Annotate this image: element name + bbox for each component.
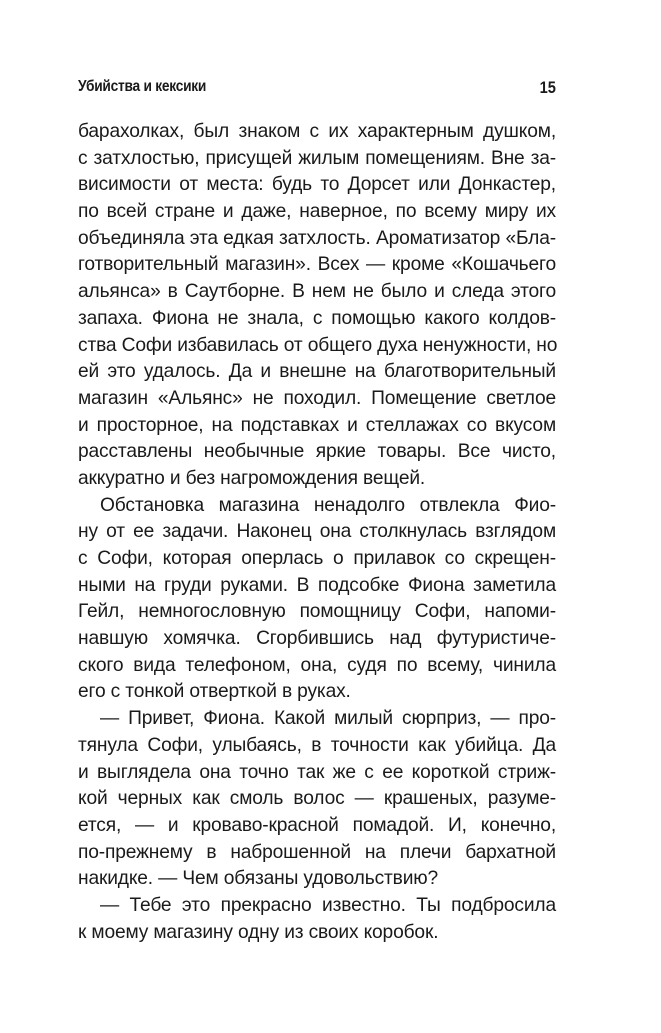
text-line: — Привет, Фиона. Какой милый сюрприз, — про- [100, 708, 556, 730]
text-line: ства Софи избавилась от общего духа ненужности, но [78, 334, 558, 356]
text-line: ется, — и кроваво-красной помадой. И, конечно, [78, 814, 556, 836]
text-line: ского вида телефоном, она, судя по всему, чинила [78, 654, 556, 676]
running-header [78, 78, 556, 102]
text-line: тянула Софи, улыбаясь, в точности как убийца. Да [78, 734, 556, 756]
text-line: Гейл, немногословную помощницу Софи, напоми- [78, 601, 556, 623]
paragraph [78, 706, 556, 893]
text-line: с Софи, которая оперлась о прилавок со скрещен- [78, 548, 556, 569]
text-line: расставлены необычные яркие товары. Все чисто, [78, 441, 556, 463]
text-line: Обстановка магазина ненадолго отвлекла Фио- [100, 494, 556, 516]
text-line: с затхлостью, присущей жилым помещениям. Вне за- [78, 147, 556, 169]
text-line: магазин «Альянс» не походил. Помещение светлое [78, 387, 556, 409]
text-line: альянса» в Саутборне. В нем не было и следа этого [78, 281, 556, 303]
paragraph [78, 493, 556, 707]
text-line: висимости от места: будь то Дорсет или Донкастер, [78, 174, 556, 196]
text-line: по всей стране и даже, наверное, по всему миру их [78, 201, 556, 223]
text-line: ей это удалось. Да и внешне на благотворительный [78, 361, 556, 383]
text-line: барахолках, был знаком с их характерным душком, [78, 121, 556, 142]
text-line: накидке. — Чем обязаны удовольствию? [78, 868, 439, 890]
text-line: и просторное, на подставках и стеллажах со вкусом [78, 414, 556, 436]
paragraph [78, 119, 556, 493]
text-line: ну от ее задачи. Наконец она столкнулась взглядом [78, 521, 556, 543]
text-line: аккуратно и без нагромождения вещей. [78, 467, 426, 489]
text-line: по-прежнему в наброшенной на плечи бархатной [78, 841, 556, 863]
text-line: навшую хомячка. Сгорбившись над футуристиче- [78, 628, 556, 650]
text-line: его с тонкой отверткой в руках. [78, 681, 351, 703]
running-title: Убийства и кексики [78, 78, 207, 95]
body-text [78, 119, 556, 946]
text-line: готворительный магазин». Всех — кроме «Кошачьего [78, 254, 556, 276]
paragraph [78, 893, 556, 946]
text-line: — Тебе это прекрасно известно. Ты подбросила [100, 894, 556, 916]
page-number: 15 [539, 78, 556, 97]
text-line: объединяла эта едкая затхлость. Ароматизатор «Бла- [78, 227, 556, 249]
text-line: ными на груди руками. В подсобке Фиона заметила [78, 574, 556, 596]
text-line: и выглядела она точно так же с ее короткой стриж- [78, 761, 556, 783]
text-line: кой черных как смоль волос — крашеных, разуме- [78, 788, 556, 810]
text-line: к моему магазину одну из своих коробок. [78, 921, 439, 943]
text-line: запаха. Фиона не знала, с помощью какого колдов- [78, 307, 556, 329]
